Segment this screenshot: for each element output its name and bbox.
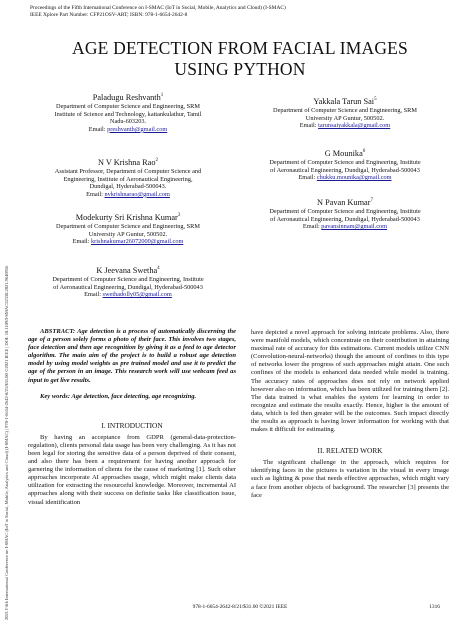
keywords <box>28 393 236 401</box>
email-link[interactable]: nvkrishnarao@gmail.com <box>104 190 170 198</box>
right-column <box>251 329 449 500</box>
email-label: Email: <box>299 122 317 130</box>
affiliation-line: Department of Computer Science and Engineering, SRM <box>56 103 200 110</box>
author-sup: 1 <box>160 93 164 99</box>
related-work-text: The significant challenge in the approach, which requires for identifying faces in the pictures is variation in the visual in every image such as lighting & pose that needs effective approaches, which might vary a face from another objects of background. The researcher [3] presents the face <box>251 459 449 499</box>
author-sup: 5 <box>374 97 377 103</box>
author-sup: 4 <box>157 266 160 272</box>
affiliation-line: Nadu-603203. <box>109 118 147 126</box>
paper-title <box>40 38 440 80</box>
email-label: Email: <box>88 125 106 133</box>
author-sup: 3 <box>177 213 181 219</box>
email-label: Email: <box>86 190 103 198</box>
title-line-2: USING PYTHON <box>174 59 306 79</box>
email-link[interactable]: swethadolly05@gmail.com <box>102 291 172 299</box>
author-block-3 <box>28 212 228 246</box>
right-column-text: have depicted a novel approach for solving intricate problems. Also, there were manifold models, which concentrate on their contribution in attaining maximal rate of accuracy for this estimations. Current models utilize CNN (Convolution-neural-networks) though the amount of confines to this type of networks lower the progress of such approaches might attain. One such confines of the models is enhanced data needed while model is training. The accuracy rates of approaches does not rely on network applied however also on information, which has been utilized for training them [2]. The data trained is what enables the system for learning in order to recognize and estimate the results exactly. Hence, higher is the amount of data, which is fed then greater will be the outcomes. Such impact directly the results as approach is having lower information for working with that makes it difficult for estimating. <box>251 329 449 434</box>
keywords-label: Key words: <box>40 392 71 400</box>
affiliation-line: Institute of Science and Technology, kattankulathur, Tamil <box>54 110 202 118</box>
header-line-1: Proceedings of the Fifth International Conference on I-SMAC (IoT in Social, Mobile, Analytics and Cloud) (I-SMAC) <box>30 5 286 11</box>
author-block-1 <box>28 92 228 133</box>
introduction-text: By having an acceptance from GDPR (general-data-protection-regulation), clients personal data usage has been very challenging. As it has not been legal for storing the sensitive data of a person deprived of their consent, and also there has been a requirement for having another approach for garnering the information of clients for the cause of marketing [1]. Such other approaches incorporate AI approaches usage, which might make clients data utilization for extracting the resourceful knowledge. Moreover, incremental AI approaches along with their success on definite tasks like classification issue, visual identification <box>28 433 236 506</box>
affiliation-line: of Aeronautical Engineering, Dundigal, Hyderabad-500043 <box>270 166 420 174</box>
affiliation-line: University AP Guntur, 500502. <box>305 114 385 122</box>
left-column <box>28 328 236 507</box>
footer-copyright: 978-1-6654-2642-8/21/$31.00 ©2021 IEEE <box>192 604 288 610</box>
affiliation-line: Department of Computer Science and Engineering, Institute <box>52 276 204 283</box>
affiliation-line: Department of Computer Science and Engineering, SRM <box>56 223 200 230</box>
abstract <box>28 328 236 385</box>
affiliation-line: Department of Computer Science and Engineering, Institute <box>269 208 421 215</box>
affiliation-line: Department of Computer Science and Engineering, Institute <box>269 159 421 166</box>
header-line-2: IEEE Xplore Part Number: CFP21OSV-ART; ISBN: 978-1-6654-2642-8 <box>30 12 188 18</box>
affiliation-line: Dundigal, Hyderabad-500043. <box>89 183 167 191</box>
author-sup: 2 <box>155 158 159 164</box>
affiliation-line: Department of Computer Science and Engineering, SRM <box>273 107 417 114</box>
author-sup: 6 <box>362 149 366 155</box>
email-link[interactable]: pavansinnam@gmail.com <box>321 223 388 231</box>
abstract-label: ABSTRACT: <box>40 328 76 335</box>
email-link[interactable]: krishnakumar26072000@gmail.com <box>91 238 184 246</box>
author-block-2 <box>28 157 228 198</box>
title-line-1: AGE DETECTION FROM FACIAL IMAGES <box>72 38 408 58</box>
affiliation-line: Assistant Professor, Department of Computer Science and <box>54 168 202 175</box>
email-label: Email: <box>72 238 90 246</box>
email-label: Email: <box>302 223 320 231</box>
author-name: K Jeevana Swetha <box>96 266 158 275</box>
email-label: Email: <box>84 291 101 299</box>
affiliation-line: Engineering, Institute of Aeronautical Engineering, <box>63 175 193 183</box>
email-link[interactable]: tarunsaiyakkala@gmail.com <box>318 122 391 130</box>
affiliation-line: of Aeronautical Engineering, Dundigal, Hyderabad-500043 <box>270 215 420 223</box>
email-link[interactable]: chukku.mounika@gmail.com <box>316 174 392 182</box>
author-name: Paladugu Reshvanth <box>92 93 161 102</box>
page-number: 1316 <box>429 604 440 610</box>
affiliation-line: University AP Guntur, 500502. <box>88 230 168 238</box>
author-name: N V Krishna Rao <box>97 158 156 167</box>
author-name: Modekurty Sri Krishna Kumar <box>75 213 178 222</box>
conference-header <box>30 5 450 19</box>
author-name: Yakkala Tarun Sai <box>313 97 375 106</box>
section-heading-related-work: II. RELATED WORK <box>317 446 383 456</box>
author-block-6 <box>245 148 445 182</box>
keywords-text: Age detection, face detecting, age recognizing. <box>71 392 197 400</box>
section-heading-introduction: I. INTRODUCTION <box>101 420 163 430</box>
author-block-5 <box>245 96 445 130</box>
author-block-4 <box>28 265 228 299</box>
email-link[interactable]: preshvanth@gmail.com <box>107 125 168 133</box>
side-doi-text: 2021 Fifth International Conference on I-SMAC (IoT in Social, Mobile, Analytics and Cloud) (I-SMAC) | 978-1-6654-2642-8/21/$31.00 ©2021 IEEE | DOI: 10.1109/I-SMAC52330.2021.9640956 <box>4 265 9 620</box>
author-name: G Mounika <box>324 149 363 158</box>
author-block-7 <box>245 197 445 231</box>
abstract-text: Age detection is a process of automatically discerning the age of a person solely forms a photo of their face. This involves two stages, face detection and then age recognition by giving it as a feed to age detector algorithm. The main aim of the project is to build a robust age detection model by using model weights as pre trained model and use it to predict the age of the person in an image. This research work will use webcam feed as input to get live results. <box>28 328 236 384</box>
author-sup: 7 <box>370 198 373 204</box>
affiliation-line: of Aeronautical Engineering, Dundigal, Hyderabad-500043 <box>53 283 203 291</box>
author-name: N Pavan Kumar <box>317 198 371 207</box>
email-label: Email: <box>298 174 316 182</box>
